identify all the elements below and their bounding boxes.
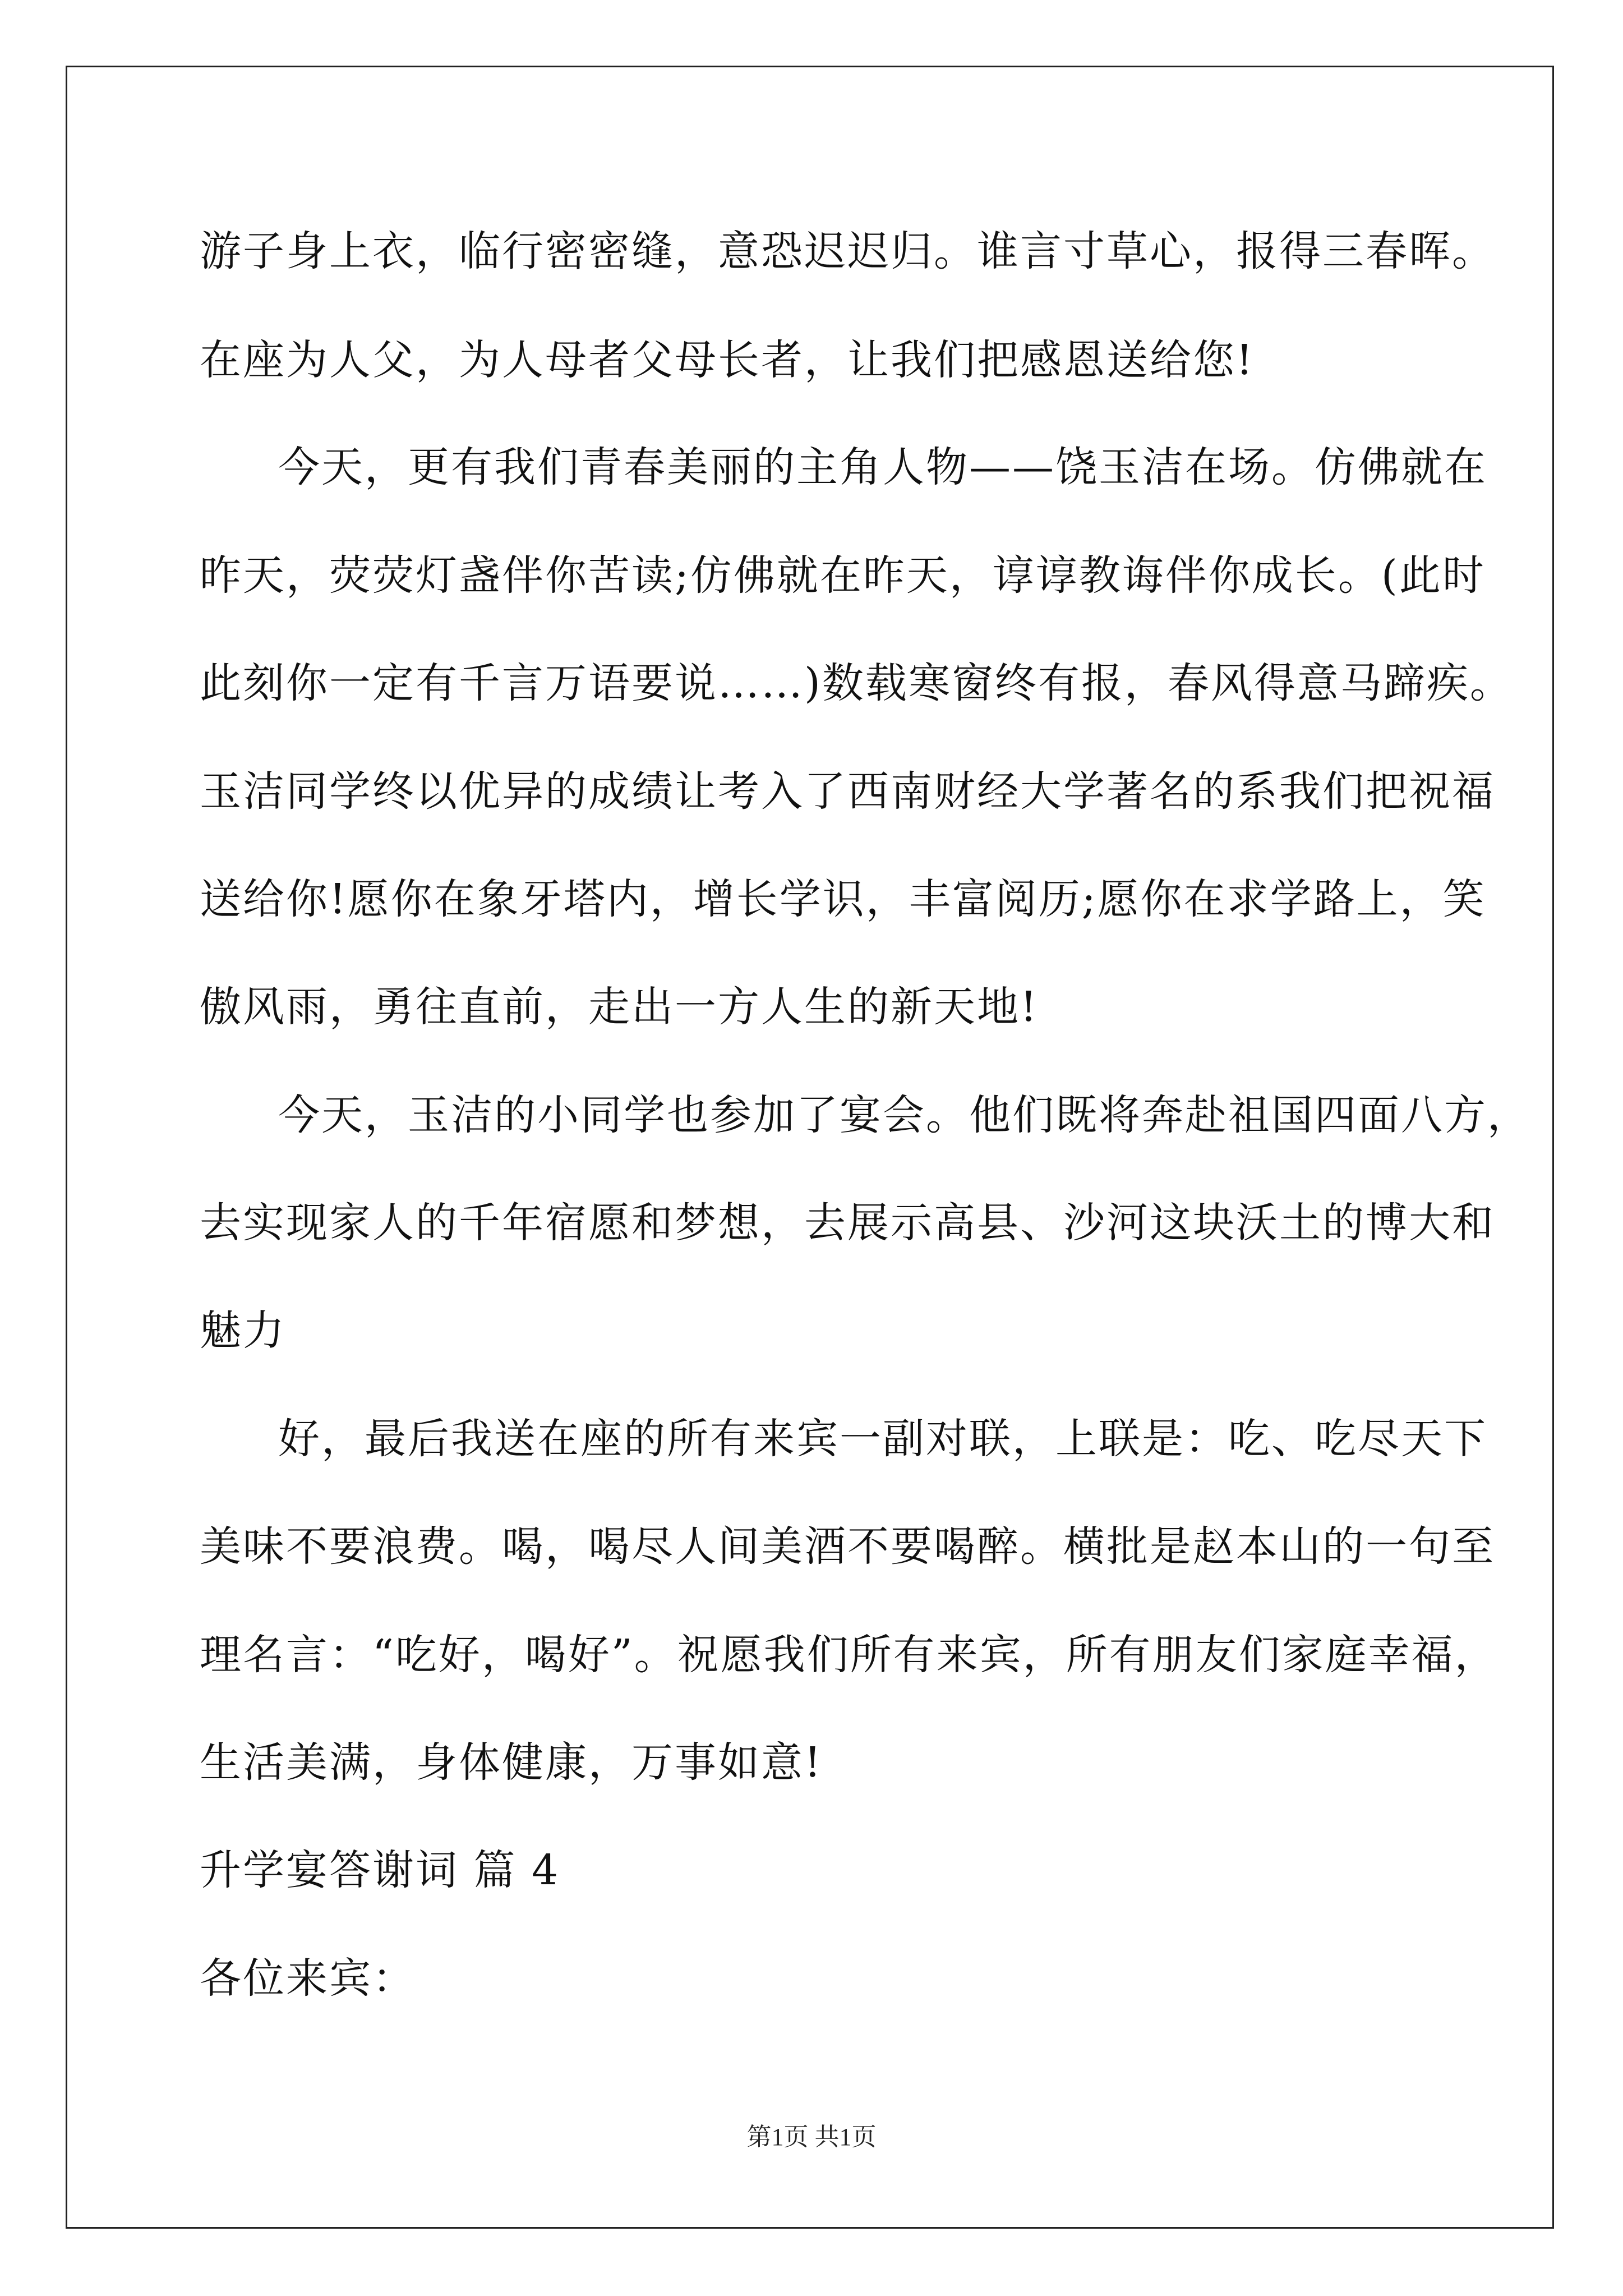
- text-line: 游子身上衣，临行密密缝，意恐迟迟归。谁言寸草心，报得三春晖。: [200, 227, 1495, 275]
- text-line: 生活美满，身体健康，万事如意!: [200, 1738, 823, 1787]
- text-line: 玉洁同学终以优异的成绩让考入了西南财经大学著名的系我们把祝福: [200, 767, 1495, 816]
- paragraph-start-line: 今天，玉洁的小同学也参加了宴会。他们既将奔赴祖国四面八方，: [278, 1091, 1530, 1139]
- text-line: 去实现家人的千年宿愿和梦想，去展示高县、沙河这块沃土的博大和: [200, 1199, 1495, 1247]
- text-line: 傲风雨，勇往直前，走出一方人生的新天地!: [200, 983, 1039, 1031]
- paragraph-start-line: 好，最后我送在座的所有来宾一副对联，上联是：吃、吃尽天下: [278, 1415, 1487, 1463]
- page-border: [66, 66, 1554, 2229]
- text-line: 魅力: [200, 1306, 286, 1355]
- text-line: 理名言：“吃好，喝好”。祝愿我们所有来宾，所有朋友们家庭幸福，: [200, 1631, 1498, 1679]
- salutation: 各位来宾：: [200, 1954, 416, 2003]
- section-heading: 升学宴答谢词 篇 4: [200, 1846, 560, 1894]
- paragraph-start-line: 今天，更有我们青春美丽的主角人物——饶玉洁在场。仿佛就在: [278, 443, 1487, 491]
- text-line: 在座为人父，为人母者父母长者，让我们把感恩送给您!: [200, 336, 1255, 384]
- page-number-footer: 第1页 共1页: [746, 2123, 877, 2151]
- text-line: 送给你!愿你在象牙塔内，增长学识，丰富阅历;愿你在求学路上，笑: [200, 875, 1486, 923]
- text-line: 昨天，荧荧灯盏伴你苦读;仿佛就在昨天，谆谆教诲伴你成长。(此时: [200, 551, 1486, 600]
- text-line: 此刻你一定有千言万语要说……)数载寒窗终有报，春风得意马蹄疾。: [200, 659, 1513, 707]
- text-line: 美味不要浪费。喝，喝尽人间美酒不要喝醉。横批是赵本山的一句至: [200, 1522, 1495, 1571]
